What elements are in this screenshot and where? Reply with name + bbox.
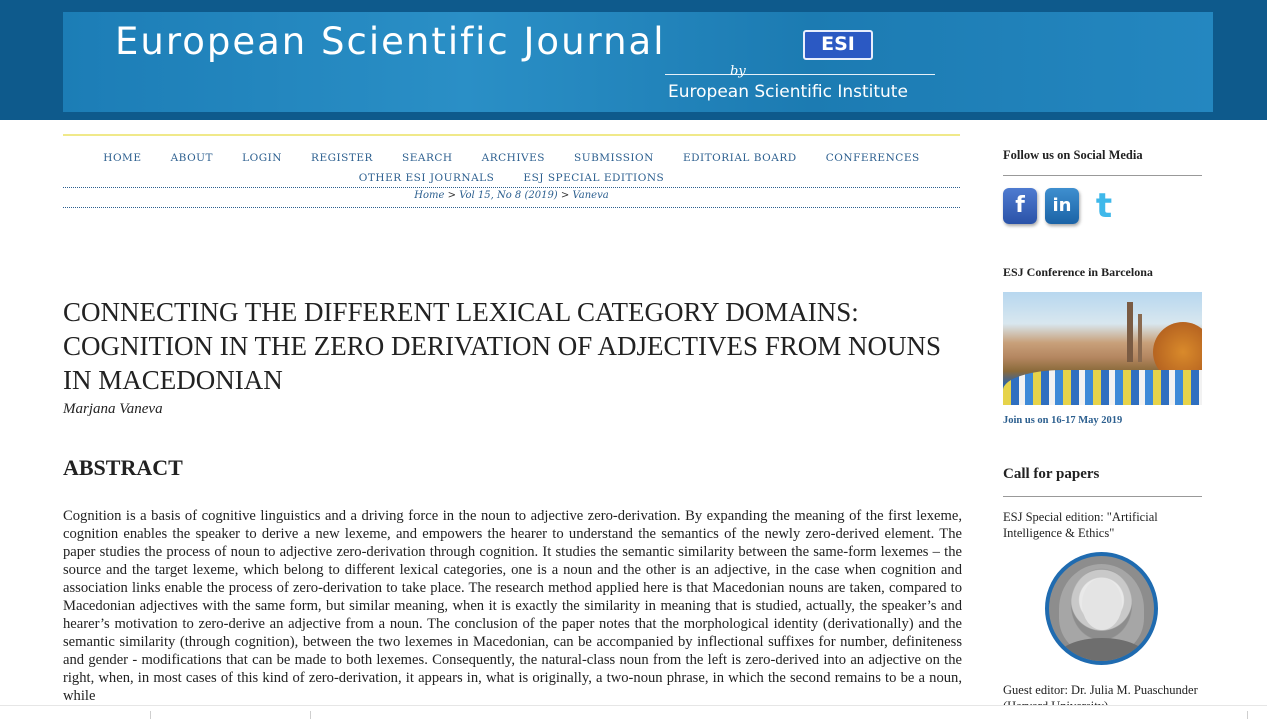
breadcrumb-current[interactable]: Vaneva xyxy=(572,190,609,201)
nav-top-rule xyxy=(63,134,960,136)
twitter-icon[interactable]: t xyxy=(1095,186,1113,226)
nav-submission[interactable]: SUBMISSION xyxy=(574,152,654,164)
breadcrumb xyxy=(63,190,960,201)
facebook-icon[interactable]: f xyxy=(1003,188,1037,224)
nav-archives[interactable]: ARCHIVES xyxy=(481,152,545,164)
nav-login[interactable]: LOGIN xyxy=(242,152,282,164)
nav-about[interactable]: ABOUT xyxy=(170,152,214,164)
nav-divider xyxy=(63,187,960,188)
abstract-text: Cognition is a basis of cognitive linguistics and a driving force in the noun to adjective zero-derivation. By expanding the meaning of the first lexeme, cognition enables the speaker to derive a new lexeme, and empowers the hearer to understand the semantics of the newly zero-derived element. The paper studies the process of noun to adjective zero-derivation through cognition. It studies the semantic similarity between the same-form lexemes – the source and the target lexeme, which belong to different lexical categories, one is a noun and the other is an adjective, in the case when cognition and association links enable the process of zero-derivation to take place. The research method applied here is that Macedonian nouns are taken, compared to Macedonian adjectives with the same form, but similar meaning, when it is exactly the similarity in meaning that is studied, actually, the speaker’s and hearer’s motivation to zero-derive an adjective from a noun. The conclusion of the paper notes that the morphological identity (derivationally) and the semantic similarity (through cognition), between the two lexemes in Macedonian, can be accompanied by inflectional suffixes for number, definiteness and gender - modifications that can be made to both lexemes. Consequently, the natural-class noun from the left is zero-derived into an adjective on the right, when, in most cases of this kind of zero-derivation, it appears in, what is originally, a two-noun phrase, in which the second remains to be a noun, while xyxy=(63,508,962,704)
photo-tower xyxy=(1138,314,1142,362)
article-author: Marjana Vaneva xyxy=(63,401,163,417)
esi-logo: ESI xyxy=(803,30,873,60)
abstract-heading: ABSTRACT xyxy=(63,455,183,480)
status-divider xyxy=(150,711,151,719)
header-band xyxy=(0,0,1267,120)
photo-tower xyxy=(1127,302,1133,362)
avatar-face xyxy=(1082,578,1122,630)
browser-status-bar xyxy=(0,705,1267,719)
status-divider xyxy=(1247,711,1248,719)
main-nav xyxy=(63,147,960,187)
breadcrumb-separator: > xyxy=(444,190,460,201)
banner-by: by xyxy=(730,64,746,79)
breadcrumb-home[interactable]: Home xyxy=(414,190,445,201)
guest-editor-avatar xyxy=(1045,552,1158,665)
barcelona-photo[interactable] xyxy=(1003,292,1202,405)
nav-search[interactable]: SEARCH xyxy=(402,152,453,164)
social-links xyxy=(1003,188,1121,224)
nav-home[interactable]: HOME xyxy=(103,152,142,164)
status-divider xyxy=(310,711,311,719)
conference-link[interactable]: Join us on 16-17 May 2019 xyxy=(1003,415,1123,426)
breadcrumb-separator: > xyxy=(557,190,573,201)
journal-banner[interactable] xyxy=(63,12,1213,112)
cfp-text: ESJ Special edition: "Artificial Intelligence & Ethics" xyxy=(1003,510,1158,540)
nav-special-editions[interactable]: ESJ SPECIAL EDITIONS xyxy=(523,172,665,184)
sidebar-rule xyxy=(1003,175,1202,176)
article-title: CONNECTING THE DIFFERENT LEXICAL CATEGORY DOMAINS: COGNITION IN THE ZERO DERIVATION OF ADJECTIVES FROM NOUNS IN MACEDONIAN xyxy=(63,297,942,395)
journal-title: European Scientific Journal xyxy=(115,20,666,63)
social-heading: Follow us on Social Media xyxy=(1003,148,1143,162)
breadcrumb-divider xyxy=(63,207,960,208)
nav-conferences[interactable]: CONFERENCES xyxy=(825,152,920,164)
cfp-heading: Call for papers xyxy=(1003,466,1100,482)
breadcrumb-issue[interactable]: Vol 15, No 8 (2019) xyxy=(459,190,558,201)
banner-divider xyxy=(665,74,935,75)
guest-editor-text: Guest editor: Dr. Julia M. Puaschunder xyxy=(1003,683,1198,697)
institute-name: European Scientific Institute xyxy=(668,82,908,102)
sidebar-rule xyxy=(1003,496,1202,497)
nav-register[interactable]: REGISTER xyxy=(311,152,373,164)
conference-heading: ESJ Conference in Barcelona xyxy=(1003,265,1153,279)
linkedin-icon[interactable]: in xyxy=(1045,188,1079,224)
nav-other-journals[interactable]: OTHER ESI JOURNALS xyxy=(358,172,495,184)
nav-editorial-board[interactable]: EDITORIAL BOARD xyxy=(682,152,797,164)
photo-mosaic-bench xyxy=(1003,370,1202,405)
